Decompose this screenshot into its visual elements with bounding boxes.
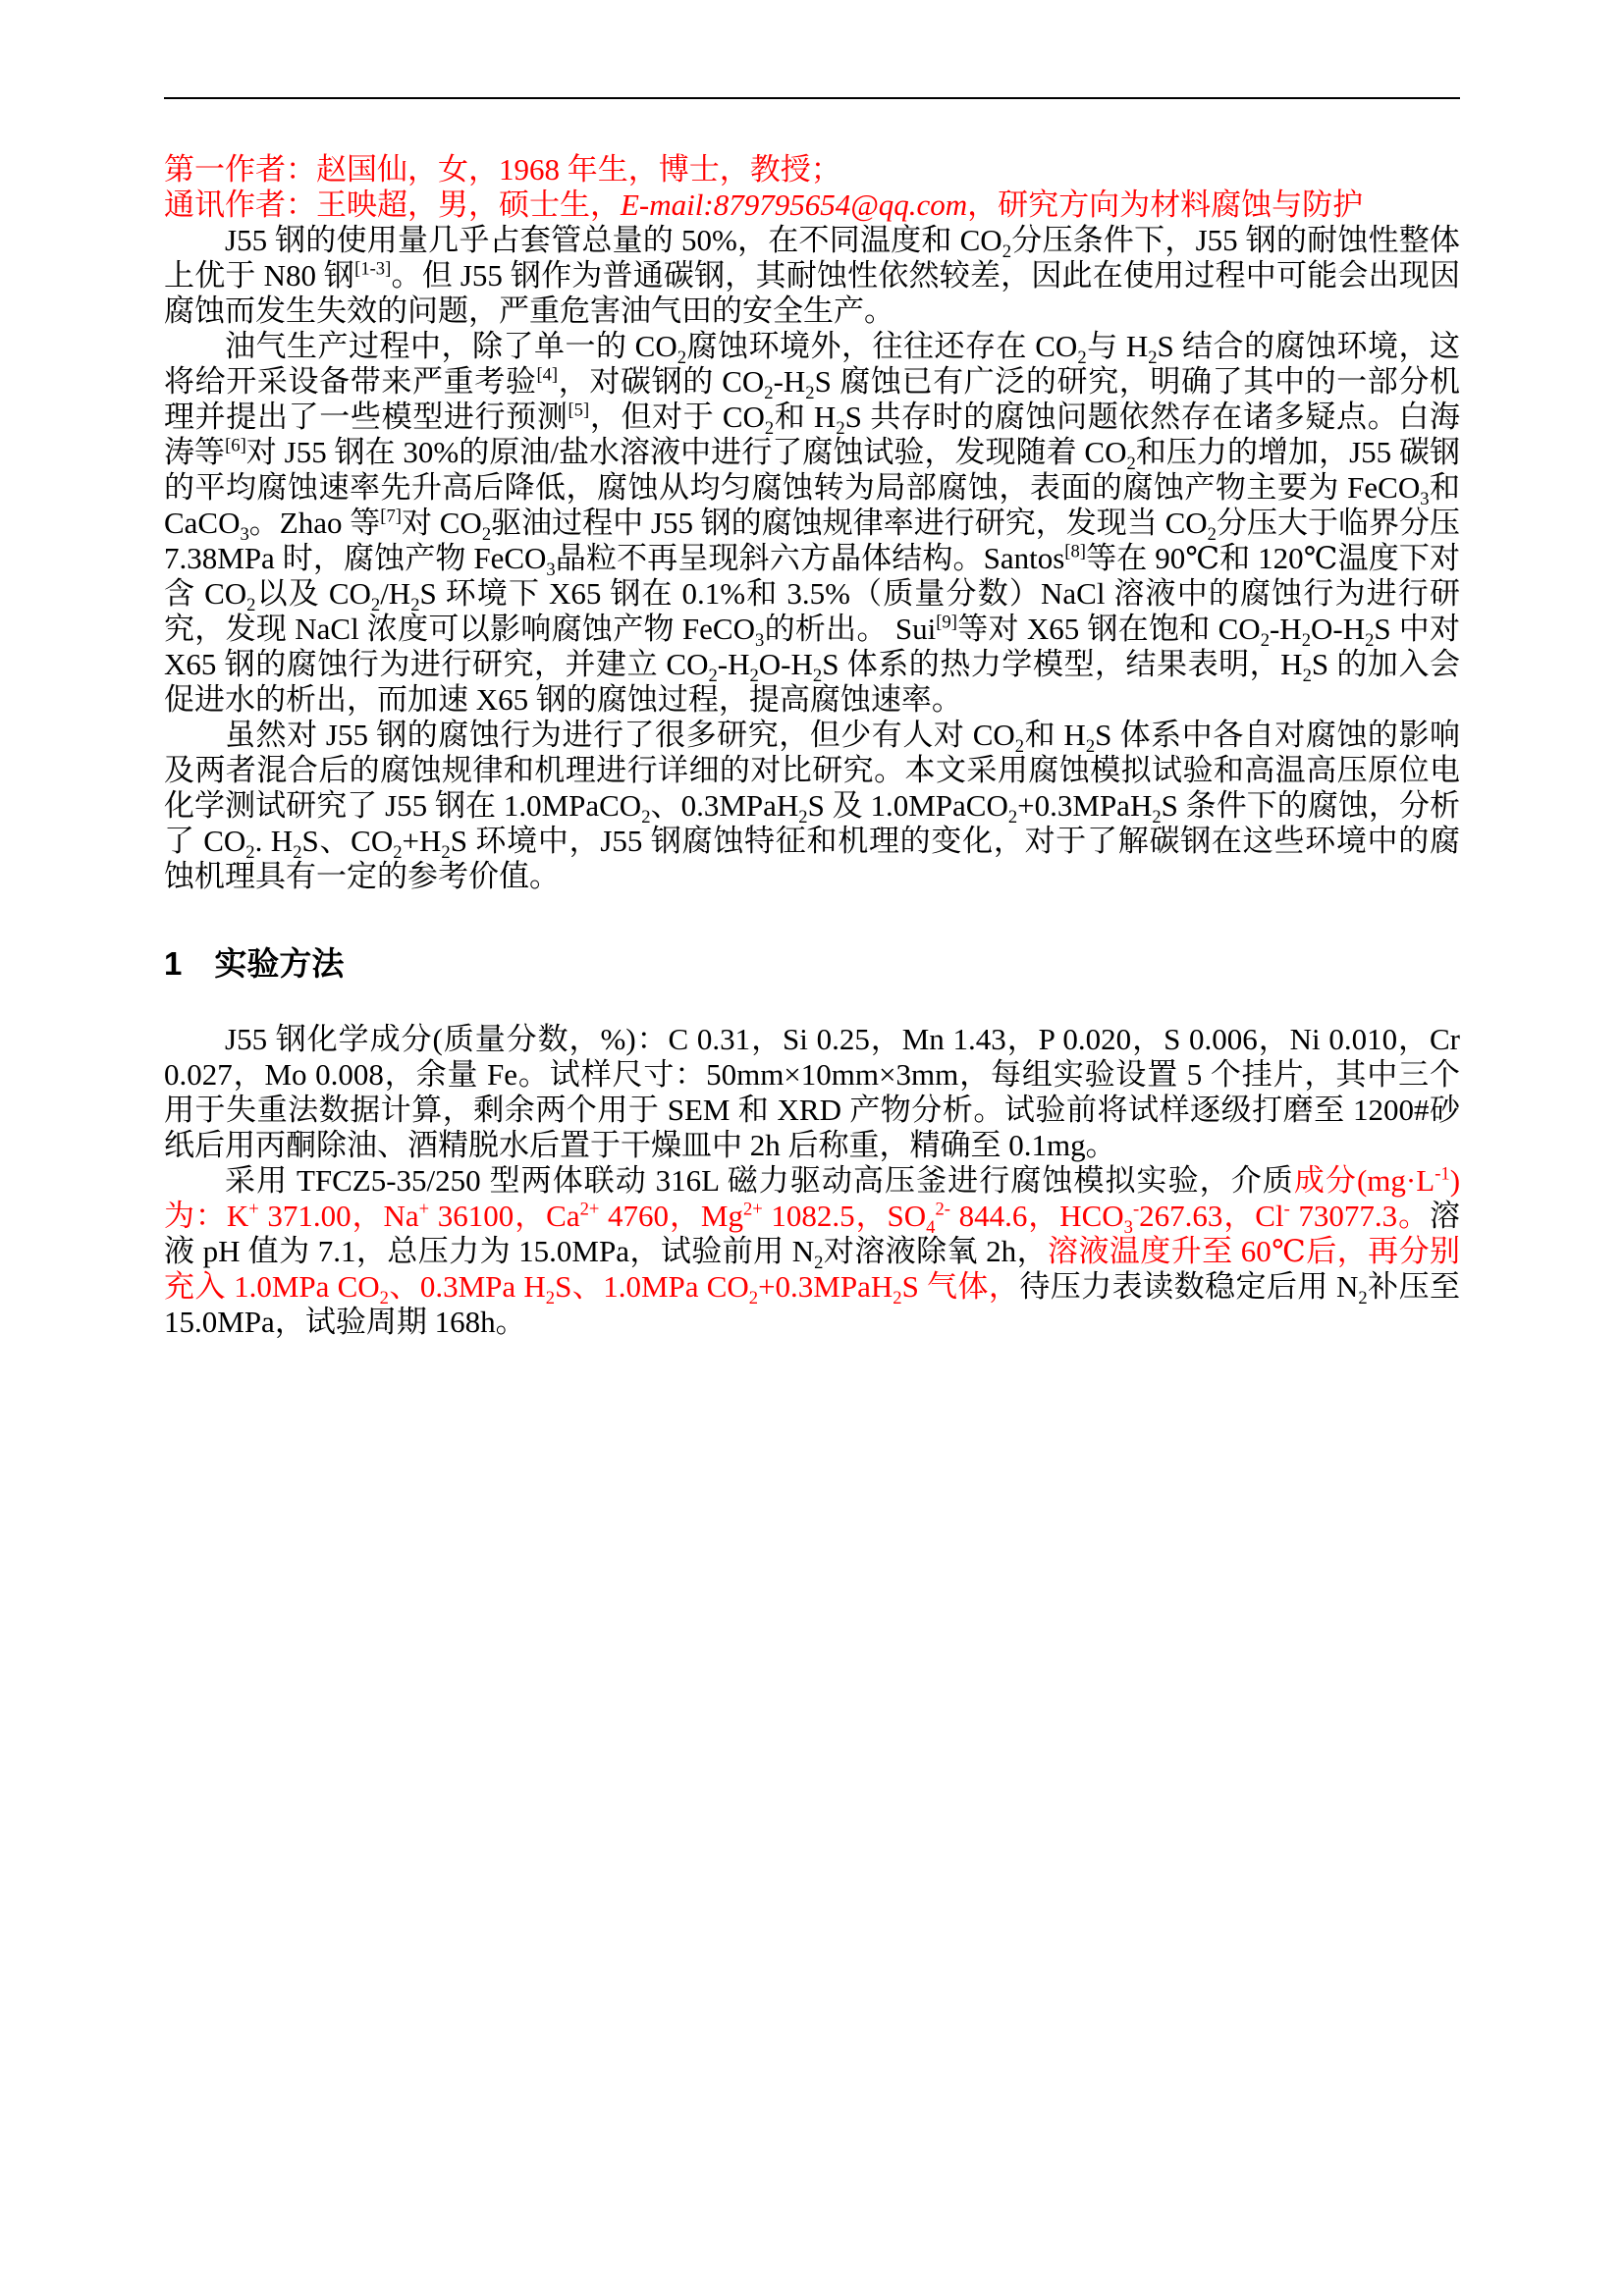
header-rule	[164, 97, 1460, 99]
text-run: 2	[798, 807, 808, 828]
literature-review-paragraph	[164, 329, 1460, 718]
text-run: 对溶液除氧 2h，	[823, 1234, 1049, 1268]
text-run: 2	[1007, 807, 1018, 828]
text-run: 2	[764, 418, 775, 440]
text-run: 2	[1358, 1288, 1368, 1309]
text-run: 4760，Mg	[599, 1199, 743, 1233]
text-run: 2	[1085, 736, 1096, 758]
text-run: S 的加入会促进水的析出，而加速 X65 钢的腐蚀过程，提高腐蚀速率。	[164, 647, 1460, 717]
text-run: 2	[749, 666, 759, 687]
text-run: +H	[402, 824, 442, 858]
text-run: 3	[1420, 489, 1430, 510]
text-run: 2	[1365, 630, 1375, 652]
text-run: [9]	[936, 612, 957, 633]
text-run: 2	[764, 383, 774, 404]
text-run: 成分	[1293, 1163, 1357, 1198]
text-run: 分压大于临界分压 7.38MPa 时，腐蚀产物 FeCO	[164, 506, 1460, 575]
text-run: S、1.0MPa CO	[555, 1269, 749, 1304]
text-run: 待压力表读数稳定后用 N	[1019, 1269, 1359, 1304]
text-run: S 气体，	[901, 1269, 1020, 1304]
text-run: 2-	[935, 1199, 950, 1220]
text-run: 2	[393, 842, 403, 864]
text-run: 采用 TFCZ5-35/250 型两体联动 316L 磁力驱动高压釜进行腐蚀模拟实验，介质	[225, 1163, 1294, 1198]
text-run: 以及 CO	[255, 576, 371, 611]
text-run: 通讯作者：王映超，男，硕士生，	[164, 187, 621, 222]
email-text: E-mail:879795654@qq.com	[621, 187, 968, 222]
text-run: 1082.5，SO	[762, 1199, 927, 1233]
text-run: 4	[926, 1217, 936, 1239]
text-run: [6]	[225, 435, 246, 456]
text-run: 第一作者：赵国仙，女，1968 年生，博士，教授；	[164, 152, 841, 187]
text-run: 。Zhao 等	[248, 506, 381, 540]
text-run: 对 J55 钢在 30%的原油/盐水溶液中进行了腐蚀试验，发现随着 CO	[245, 435, 1127, 469]
text-run: S、CO	[301, 824, 394, 858]
text-run: 2	[814, 1253, 824, 1274]
text-run: [1-3]	[354, 258, 392, 280]
text-run: [5]	[568, 400, 590, 421]
document-content	[164, 152, 1460, 1340]
text-run: 溶液 pH 值为 7.1，总压力为 15.0MPa，试验前用 N	[164, 1199, 1461, 1268]
corresponding-author-note	[164, 187, 1460, 223]
text-run: [4]	[536, 364, 559, 386]
text-run: -H	[1269, 612, 1302, 646]
text-run: S 环境下 X65 钢在 0.1%和 3.5%（质量分数）NaCl 溶液中的腐蚀行为进行研究，发现 NaCl 浓度可以影响腐蚀产物 FeCO	[164, 576, 1460, 646]
text-run: S 及 1.0MPaCO	[807, 788, 1008, 823]
text-run: 267.63，	[1139, 1199, 1256, 1233]
text-run: 2	[1001, 241, 1011, 263]
text-run: 、0.3MPa H	[388, 1269, 546, 1304]
text-run: +	[418, 1199, 430, 1220]
text-run: 腐蚀环境外，往往还存在 CO	[686, 329, 1078, 363]
text-run: 844.6，HCO	[949, 1199, 1124, 1233]
text-run: 3	[1123, 1217, 1133, 1239]
text-run: 2	[1077, 347, 1087, 369]
text-run: 2	[293, 842, 302, 864]
text-run: 、0.3MPaH	[650, 788, 799, 823]
text-run: 2	[641, 807, 651, 828]
text-run: 和压力的增加，J55 碳钢的平均腐蚀速率先升高后降低，腐蚀从均匀腐蚀转为局部腐蚀，表面的腐蚀产物主要为 FeCO	[164, 435, 1460, 505]
text-run: Cl	[1255, 1199, 1284, 1233]
text-run: S 腐蚀已有广泛的研究，明确了其中的一部分机理并提出了一些模型进行预测	[164, 364, 1460, 434]
text-run: [8]	[1064, 541, 1086, 562]
text-run: 2	[805, 383, 815, 404]
text-run: 对 CO	[401, 506, 482, 540]
text-run: 分压条件下，J55 钢的耐蚀性整体上优于 N80 钢	[164, 223, 1460, 293]
text-run: 3	[240, 524, 249, 546]
text-run: ，但对于 CO	[589, 400, 765, 434]
text-run: 2	[748, 1288, 759, 1309]
text-run: 2	[708, 666, 718, 687]
text-run: 2	[1014, 736, 1025, 758]
first-author-note	[164, 152, 1460, 187]
text-run: 和 H	[1024, 718, 1086, 752]
text-run: 2	[1302, 666, 1312, 687]
text-run: S 条件下的腐蚀，分析了 CO	[164, 788, 1460, 858]
text-run: 驱油过程中 J55 钢的腐蚀规律率进行研究，发现当 CO	[491, 506, 1208, 540]
text-run: 1 实验方法	[164, 945, 345, 982]
text-run: 2	[545, 1288, 556, 1309]
text-run: 2	[481, 524, 492, 546]
section-heading-experiment-method	[164, 943, 1460, 985]
text-run: . H	[254, 824, 294, 858]
text-run: 2+	[742, 1199, 763, 1220]
text-run: 等对 X65 钢在饱和 CO	[956, 612, 1261, 646]
text-run: 2+	[579, 1199, 600, 1220]
text-run: 3	[754, 630, 765, 652]
text-run: [7]	[380, 506, 402, 527]
text-run: 2	[410, 595, 420, 616]
text-run: 的析出。 Sui	[764, 612, 937, 646]
text-run: 油气生产过程中，除了单一的 CO	[225, 329, 677, 363]
text-run: O-H	[1311, 612, 1366, 646]
text-run: -1	[1435, 1163, 1450, 1185]
text-run: 3	[546, 560, 556, 581]
text-run: +0.3MPaH	[758, 1269, 893, 1304]
text-run: J55 钢化学成分(质量分数，%)：C 0.31，Si 0.25，Mn 1.43，P 0.020，S 0.006，Ni 0.010，Cr 0.027，Mo 0.008，余量 Fe。试样尺寸：50mm×10mm×3mm，每组实验设置 5 个挂片，其中三个用于失重法数据计算，剩余两个用于 SEM 和 XRD 产物分析。试验前将试样逐级打磨至 1200#砂纸后用丙酮除油、酒精脱水后置于干燥皿中 2h 后称重，精确至 0.1mg。	[164, 1022, 1460, 1162]
text-run: ，研究方向为材料腐蚀与防护	[967, 187, 1364, 222]
text-run: O-H	[758, 647, 813, 681]
text-run: 2	[677, 347, 687, 369]
text-run: -H	[773, 364, 806, 399]
text-run: -H	[717, 647, 750, 681]
text-run: S 体系中各自对腐蚀的影响及两者混合后的腐蚀规律和机理进行详细的对比研究。本文采用腐蚀模拟试验和高温高压原位电化学测试研究了 J55 钢在 1.0MPaCO	[164, 718, 1460, 823]
text-run: -	[1132, 1199, 1140, 1220]
text-run: 补压至 15.0MPa，试验周期 168h。	[164, 1269, 1461, 1339]
text-run: +	[248, 1199, 259, 1220]
experiment-procedure-paragraph	[164, 1163, 1460, 1340]
intro-paragraph	[164, 223, 1460, 329]
text-run: 2	[1260, 630, 1270, 652]
text-run: 2	[1126, 454, 1136, 475]
text-run: 虽然对 J55 钢的腐蚀行为进行了很多研究，但少有人对 CO	[225, 718, 1015, 752]
text-run: J55 钢的使用量几乎占套管总量的 50%，在不同温度和 CO	[225, 223, 1002, 257]
text-run: 2	[1148, 347, 1158, 369]
text-run: 和 CaCO	[164, 470, 1460, 540]
text-run: 和 H	[774, 400, 837, 434]
material-composition-paragraph	[164, 1022, 1460, 1163]
text-run: S 中对 X65 钢的腐蚀行为进行研究，并建立 CO	[164, 612, 1461, 681]
text-run: 与 H	[1086, 329, 1149, 363]
text-run: S 环境中，J55 钢腐蚀特征和机理的变化，对于了解碳钢在这些环境中的腐蚀机理具有一定的参考价值。	[164, 824, 1460, 893]
text-run: )为：K	[164, 1163, 1461, 1233]
text-run: S 共存时的腐蚀问题依然存在诸多疑点。白海涛等	[164, 400, 1460, 469]
text-run: 73077.3。	[1289, 1199, 1431, 1233]
text-run: 2	[379, 1288, 389, 1309]
text-run: 2	[441, 842, 451, 864]
text-run: 晶粒不再呈现斜六方晶体结构。Santos	[555, 541, 1065, 575]
text-run: 溶液温度升至 60℃后，再分别充入 1.0MPa CO	[164, 1234, 1460, 1304]
text-run: 2	[893, 1288, 902, 1309]
text-run: 2	[836, 418, 845, 440]
text-run: 371.00，Na	[258, 1199, 419, 1233]
text-run: (mg·L	[1356, 1163, 1435, 1198]
text-run: 。但 J55 钢作为普通碳钢，其耐蚀性依然较差，因此在使用过程中可能会出现因腐蚀而发生失效的问题，严重危害油气田的安全生产。	[164, 258, 1461, 328]
text-run: 2	[812, 666, 823, 687]
text-run: +0.3MPaH	[1017, 788, 1153, 823]
text-run: 36100，Ca	[429, 1199, 580, 1233]
text-run: S 结合的腐蚀环境，这将给开采设备带来严重考验	[164, 329, 1460, 399]
text-run: 2	[370, 595, 381, 616]
text-run: 2	[1207, 524, 1217, 546]
text-run: 等在 90℃和 120℃温度下对含 CO	[164, 541, 1460, 611]
text-run: 2	[246, 595, 256, 616]
text-run: /H	[380, 576, 411, 611]
text-run: 2	[1152, 807, 1162, 828]
text-run: -	[1283, 1199, 1290, 1220]
text-run: 2	[245, 842, 255, 864]
text-run: S 体系的热力学模型，结果表明，H	[822, 647, 1303, 681]
research-purpose-paragraph	[164, 718, 1460, 894]
text-run: ，对碳钢的 CO	[558, 364, 765, 399]
text-run: 2	[1301, 630, 1311, 652]
